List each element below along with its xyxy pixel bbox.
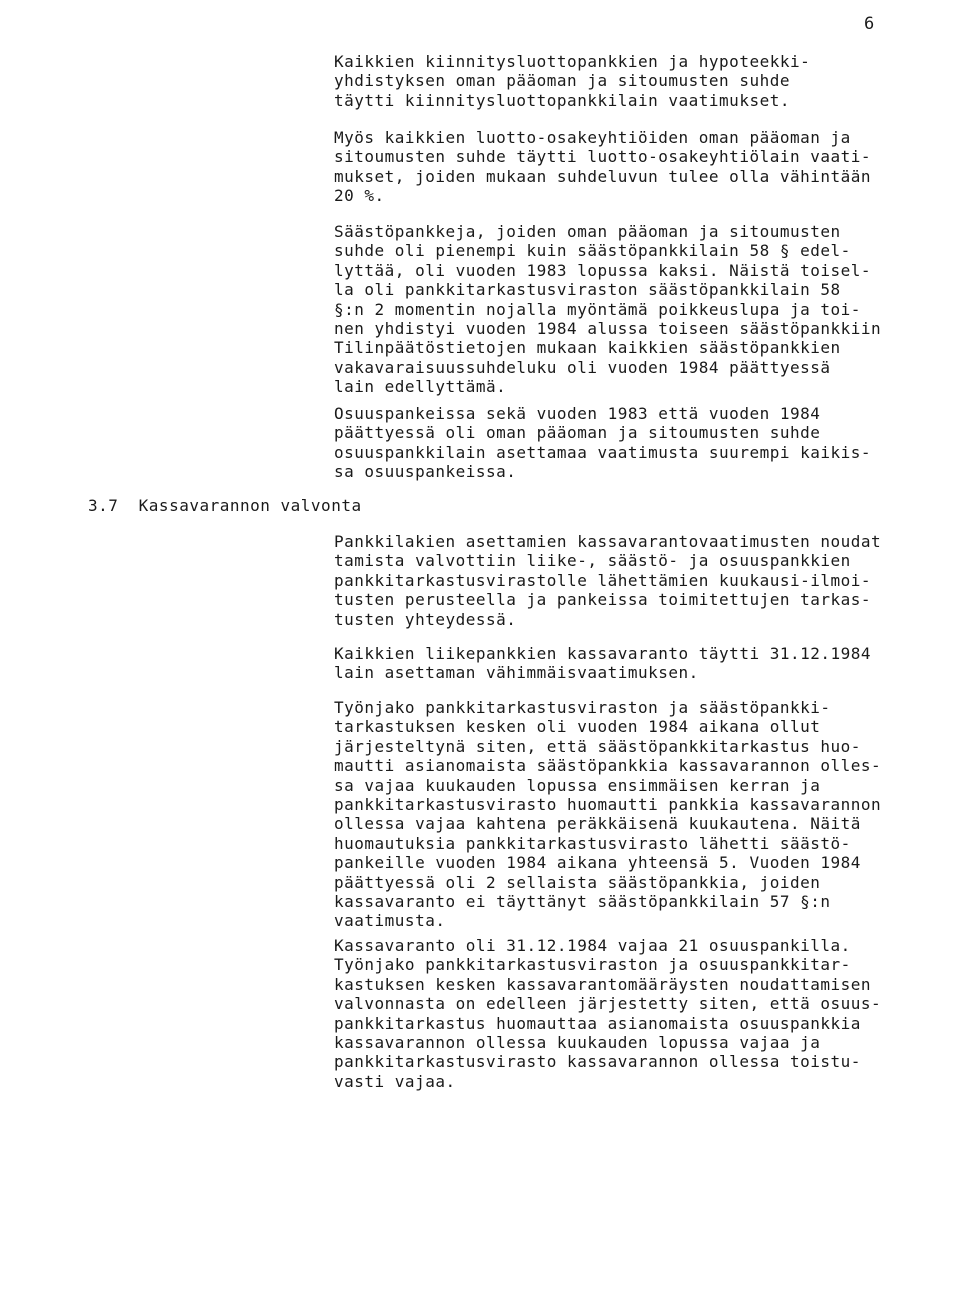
text-line: pankkitarkastusvirasto huomautti pankkia kassavarannon [334, 795, 882, 815]
text-line: pankkitarkastusvirastolle lähettämien kuukausi-ilmoi- [334, 570, 872, 590]
text-line: lain edellyttämä. [334, 377, 507, 397]
paragraph-6 [334, 644, 871, 683]
text-line: Kassavaranto oli 31.12.1984 vajaa 21 osuuspankilla. [334, 936, 851, 955]
text-line: sa vajaa kuukauden lopussa ensimmäisen kerran ja [334, 775, 821, 795]
paragraph-1 [334, 52, 810, 110]
text-line: tamista valvottiin liike-, säästö- ja osuuspankkien [334, 551, 851, 571]
text-line: mukset, joiden mukaan suhdeluvun tulee olla vähintään [334, 166, 872, 186]
paragraph-2 [334, 128, 871, 206]
text-line: päättyessä oli 2 sellaista säästöpankkia, joiden [334, 872, 821, 892]
text-line: Kaikkien liikepankkien kassavaranto täytti 31.12.1984 [334, 644, 872, 663]
paragraph-3 [334, 222, 881, 397]
text-line: Säästöpankkeja, joiden oman pääoman ja sitoumusten [334, 222, 841, 241]
text-line: järjesteltynä siten, että säästöpankkitarkastus huo- [334, 736, 861, 756]
text-line: kassavarannon ollessa kuukauden lopussa vajaa ja [334, 1033, 821, 1053]
text-line: vaatimusta. [334, 911, 446, 931]
text-line: pankkitarkastusvirasto kassavarannon ollessa toistu- [334, 1052, 861, 1072]
text-line: suhde oli pienempi kuin säästöpankkilain 58 § edel- [334, 241, 851, 261]
text-line: kassavaranto ei täyttänyt säästöpankkilain 57 §:n [334, 892, 831, 912]
text-line: Työnjako pankkitarkastusviraston ja osuuspankkitar- [334, 955, 851, 975]
text-line: nen yhdistyi vuoden 1984 alussa toiseen säästöpankkiin [334, 319, 882, 339]
text-line: pankeille vuoden 1984 aikana yhteensä 5. Vuoden 1984 [334, 853, 861, 873]
text-line: täytti kiinnitysluottopankkilain vaatimukset. [334, 90, 790, 110]
paragraph-8 [334, 936, 881, 1091]
text-line: osuuspankkilain asettamaa vaatimusta suurempi kaikis- [334, 442, 872, 462]
text-line: Tilinpäätöstietojen mukaan kaikkien säästöpankkien [334, 338, 841, 358]
text-line: Myös kaikkien luotto-osakeyhtiöiden oman pääoman ja [334, 128, 851, 147]
text-line: yhdistyksen oman pääoman ja sitoumusten suhde [334, 71, 790, 91]
text-line: Työnjako pankkitarkastusviraston ja säästöpankki- [334, 698, 831, 717]
page-number: 6 [864, 14, 875, 34]
text-line: Pankkilakien asettamien kassavarantovaatimusten noudat [334, 532, 882, 551]
section-heading: 3.7 Kassavarannon valvonta [88, 496, 362, 515]
text-line: valvonnasta on edelleen järjestetty siten, että osuus- [334, 994, 882, 1014]
text-line: tusten perusteella ja pankeissa toimitettujen tarkas- [334, 590, 872, 610]
text-line: sitoumusten suhde täytti luotto-osakeyhtiölain vaati- [334, 147, 872, 167]
text-line: pankkitarkastus huomauttaa asianomaista osuuspankkia [334, 1013, 861, 1033]
text-line: Osuuspankeissa sekä vuoden 1983 että vuoden 1984 [334, 404, 821, 423]
text-line: vasti vajaa. [334, 1071, 456, 1091]
text-line: huomautuksia pankkitarkastusvirasto lähetti säästö- [334, 833, 851, 853]
text-line: vakavaraisuussuhdeluku oli vuoden 1984 päättyessä [334, 357, 831, 377]
text-line: mautti asianomaista säästöpankkia kassavarannon olles- [334, 756, 882, 776]
text-line: §:n 2 momentin nojalla myöntämä poikkeuslupa ja toi- [334, 299, 861, 319]
text-line: sa osuuspankeissa. [334, 462, 517, 482]
text-line: lyttää, oli vuoden 1983 lopussa kaksi. Näistä toisel- [334, 260, 872, 280]
text-line: kastuksen kesken kassavarantomääräysten noudattamisen [334, 974, 872, 994]
text-line: ollessa vajaa kahtena peräkkäisenä kuukautena. Näitä [334, 814, 861, 834]
paragraph-4 [334, 404, 871, 482]
paragraph-7 [334, 698, 881, 931]
text-line: la oli pankkitarkastusviraston säästöpankkilain 58 [334, 280, 841, 300]
text-line: tusten yhteydessä. [334, 609, 517, 629]
text-line: Kaikkien kiinnitysluottopankkien ja hypoteekki- [334, 52, 811, 71]
text-line: 20 %. [334, 186, 385, 206]
text-line: tarkastuksen kesken oli vuoden 1984 aikana ollut [334, 717, 821, 737]
text-line: lain asettaman vähimmäisvaatimuksen. [334, 663, 699, 683]
text-line: päättyessä oli oman pääoman ja sitoumusten suhde [334, 423, 821, 443]
paragraph-5 [334, 532, 881, 629]
